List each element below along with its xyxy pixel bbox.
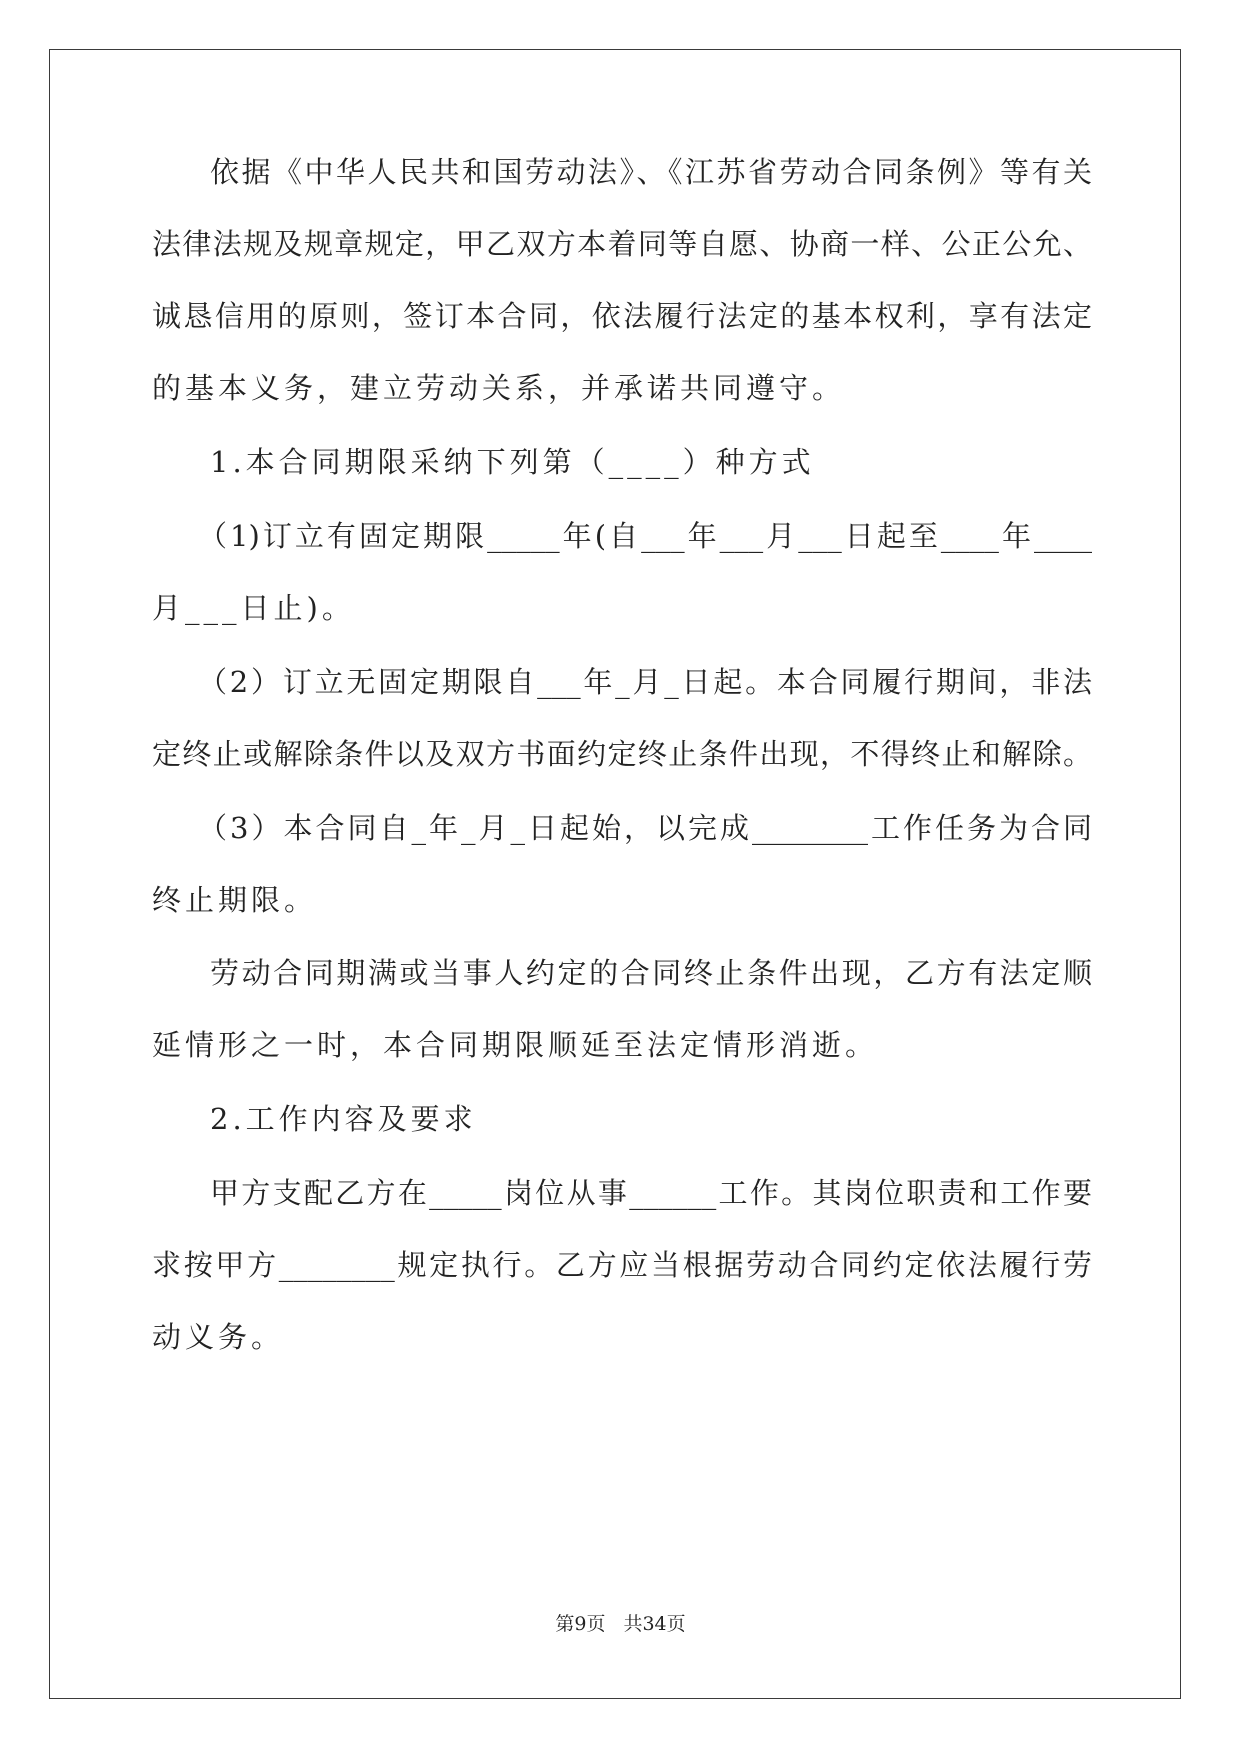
paragraph-line: 依据《中华人民共和国劳动法》、《江苏省劳动合同条例》等有关 (210, 155, 1092, 189)
page-footer (0, 1612, 1241, 1636)
paragraph-line: 定终止或解除条件以及双方书面约定终止条件出现，不得终止和解除。 (152, 737, 1092, 771)
paragraph-line: 劳动合同期满或当事人约定的合同终止条件出现，乙方有法定顺 (210, 956, 1092, 990)
paragraph-line: （1)订立有固定期限_____年(自___年___月___日起至____年____ (198, 519, 1092, 553)
paragraph-line: （2）订立无固定期限自___年_月_日起。本合同履行期间，非法 (198, 665, 1092, 699)
paragraph-line: 月___日止)。 (152, 591, 355, 625)
section-heading: 2.工作内容及要求 (210, 1102, 477, 1136)
paragraph-line: 延情形之一时，本合同期限顺延至法定情形消逝。 (152, 1028, 879, 1062)
page-number: 第9页 (555, 1613, 606, 1635)
paragraph-line: 甲方支配乙方在_____岗位从事______工作。其岗位职责和工作要 (210, 1176, 1092, 1210)
paragraph-line: （3）本合同自_年_月_日起始，以完成________工作任务为合同 (198, 811, 1092, 845)
page-total: 共34页 (623, 1613, 686, 1635)
section-heading: 1.本合同期限采纳下列第（____）种方式 (210, 445, 815, 479)
paragraph-line: 求按甲方________规定执行。乙方应当根据劳动合同约定依法履行劳 (152, 1248, 1092, 1282)
paragraph-line: 法律法规及规章规定，甲乙双方本着同等自愿、协商一样、公正公允、 (152, 227, 1092, 261)
paragraph-line: 诚恳信用的原则，签订本合同，依法履行法定的基本权利，享有法定 (152, 299, 1092, 333)
paragraph-line: 动义务。 (152, 1320, 285, 1354)
paragraph-line: 的基本义务，建立劳动关系，并承诺共同遵守。 (152, 371, 846, 405)
paragraph-line: 终止期限。 (152, 883, 318, 917)
